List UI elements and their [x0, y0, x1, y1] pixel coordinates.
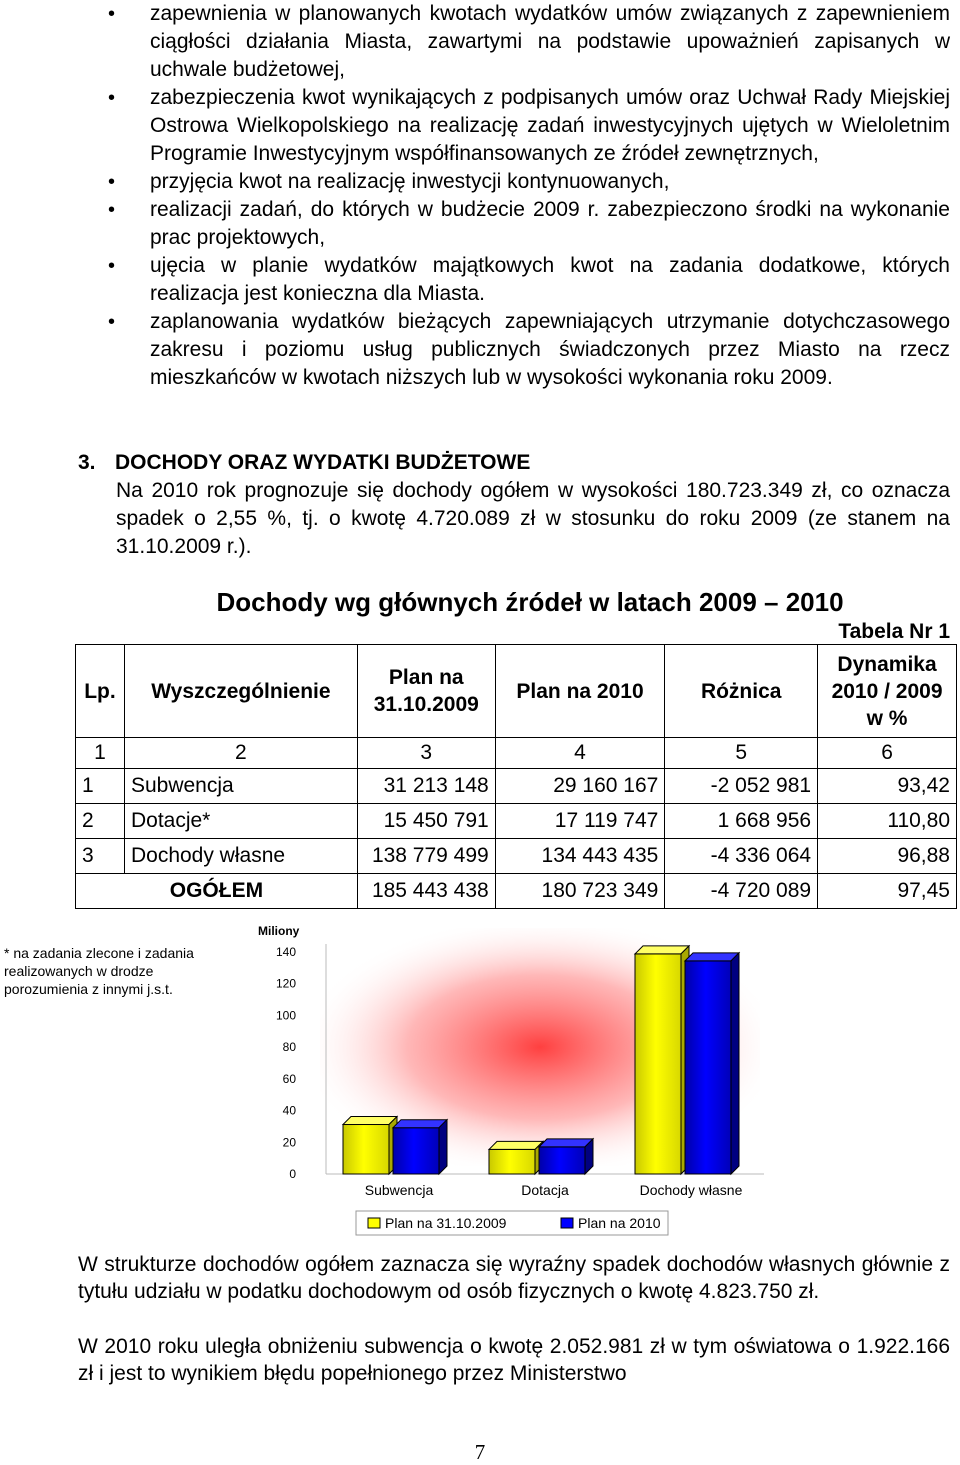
- bullet-item: • ujęcia w planie wydatków majątkowych kwot na zadania dodatkowe, których realizacja jest konieczna dla Miasta.: [108, 252, 950, 308]
- y-tick-label: 0: [289, 1167, 296, 1181]
- bar-2009: [343, 1125, 389, 1174]
- y-tick-label: 40: [282, 1103, 296, 1118]
- bar-top: [635, 946, 689, 954]
- bar-side: [439, 1120, 447, 1174]
- bullet-item: • realizacji zadań, do których w budżecie 2009 r. zabezpieczono środki na wykonanie prac projektowych,: [108, 196, 950, 252]
- bar-top: [685, 953, 739, 961]
- bullet-item: • zapewnienia w planowanych kwotach wydatków umów związanych z zapewnieniem ciągłości działania Miasta, zawartymi na podstawie upoważnień zapisanych w uchwale budżetowej,: [108, 0, 950, 84]
- y-axis-title: Miliony: [258, 924, 300, 938]
- section-title: DOCHODY ORAZ WYDATKI BUDŻETOWE: [115, 451, 531, 474]
- bullet-list: [108, 0, 950, 392]
- x-category-label: Dochody własne: [639, 1182, 743, 1198]
- bar-2010: [539, 1147, 585, 1174]
- bar-top: [393, 1120, 447, 1128]
- header-description: Wyszczególnienie: [124, 645, 357, 738]
- table-header-row: [76, 645, 957, 738]
- y-tick-label: 20: [282, 1135, 296, 1150]
- income-bar-chart: [248, 918, 768, 1248]
- chart-legend: [356, 1211, 668, 1235]
- legend-label-2010: Plan na 2010: [578, 1215, 661, 1231]
- y-tick-label: 80: [282, 1040, 296, 1055]
- x-category-label: Dotacja: [521, 1182, 569, 1198]
- table-title: Dochody wg głównych źródeł w latach 2009 – 2010: [216, 587, 844, 617]
- table-row: 2 Dotacje* 15 450 791 17 119 747 1 668 956 110,80: [76, 804, 957, 839]
- bullet-item: • zaplanowania wydatków bieżących zapewniających utrzymanie dotychczasowego zakresu i poziomu usług publicznych świadczonych przez Miasto na rzecz mieszkańców w kwotach niższych lub w wysokości wykonania roku 2009.: [108, 308, 950, 392]
- header-plan-2010: Plan na 2010: [495, 645, 665, 738]
- legend-swatch-2009: [368, 1218, 380, 1228]
- bar-2009: [635, 954, 681, 1174]
- section-heading: [78, 449, 530, 477]
- table-row: 3 Dochody własne 138 779 499 134 443 435 -4 336 064 96,88: [76, 839, 957, 874]
- legend-label-2009: Plan na 31.10.2009: [385, 1215, 507, 1231]
- table-footnote: * na zadania zlecone i zadania realizowanych w drodze porozumienia z innymi j.s.t.: [4, 945, 194, 997]
- bar-top: [343, 1117, 397, 1125]
- bar-top: [539, 1139, 593, 1147]
- header-lp: Lp.: [76, 645, 125, 738]
- header-plan-2009: Plan na 31.10.2009: [357, 645, 495, 738]
- bar-top: [489, 1141, 543, 1149]
- header-dynamics: Dynamika 2010 / 2009 w %: [818, 645, 957, 738]
- chart-category-labels: [365, 1182, 743, 1198]
- page-number: 7: [474, 1440, 486, 1464]
- legend-swatch-2010: [561, 1218, 573, 1228]
- bar-2009: [489, 1149, 535, 1174]
- y-tick-label: 120: [275, 976, 296, 991]
- table-row: 1 Subwencja 31 213 148 29 160 167 -2 052 981 93,42: [76, 769, 957, 804]
- bar-2010: [685, 961, 731, 1174]
- x-category-label: Subwencja: [364, 1182, 434, 1198]
- y-tick-label: 60: [282, 1071, 296, 1086]
- bar-side: [731, 953, 739, 1174]
- bullet-item: • zabezpieczenia kwot wynikających z podpisanych umów oraz Uchwał Rady Miejskiej Ostrowa Wielkopolskiego na realizację zadań inwestycyjnych ujętych w Wieloletnim Programie Inwestycyjnym współfinansowanych ze źródeł zewnętrznych,: [108, 84, 950, 168]
- bar-2010: [393, 1128, 439, 1174]
- summary-paragraph: W 2010 roku uległa obniżeniu subwencja o kwotę 2.052.981 zł w tym oświatowa o 1.922.166 zł i jest to wynikiem błędu popełnionego przez Ministerstwo: [78, 1335, 950, 1385]
- section-number: 3.: [78, 451, 96, 474]
- header-difference: Różnica: [665, 645, 818, 738]
- table-label: Tabela Nr 1: [838, 620, 950, 643]
- section-intro: Na 2010 rok prognozuje się dochody ogółem w wysokości 180.723.349 zł, co oznacza spadek o 2,55 %, tj. o kwotę 4.720.089 zł w stosunku do roku 2009 (ze stanem na 31.10.2009 r.).: [116, 479, 950, 558]
- y-tick-label: 140: [275, 945, 296, 959]
- income-table: [75, 644, 957, 909]
- y-tick-label: 100: [275, 1008, 296, 1023]
- table-index-row: 1 2 3 4 5 6: [76, 738, 957, 769]
- bullet-item: • przyjęcia kwot na realizację inwestycji kontynuowanych,: [108, 168, 950, 196]
- summary-paragraph: W strukturze dochodów ogółem zaznacza się wyraźny spadek dochodów własnych głównie z tytułu udziału w podatku dochodowym od osób fizycznych o kwotę 4.823.750 zł.: [78, 1253, 950, 1303]
- table-total-row: OGÓŁEM 185 443 438 180 723 349 -4 720 089 97,45: [76, 874, 957, 909]
